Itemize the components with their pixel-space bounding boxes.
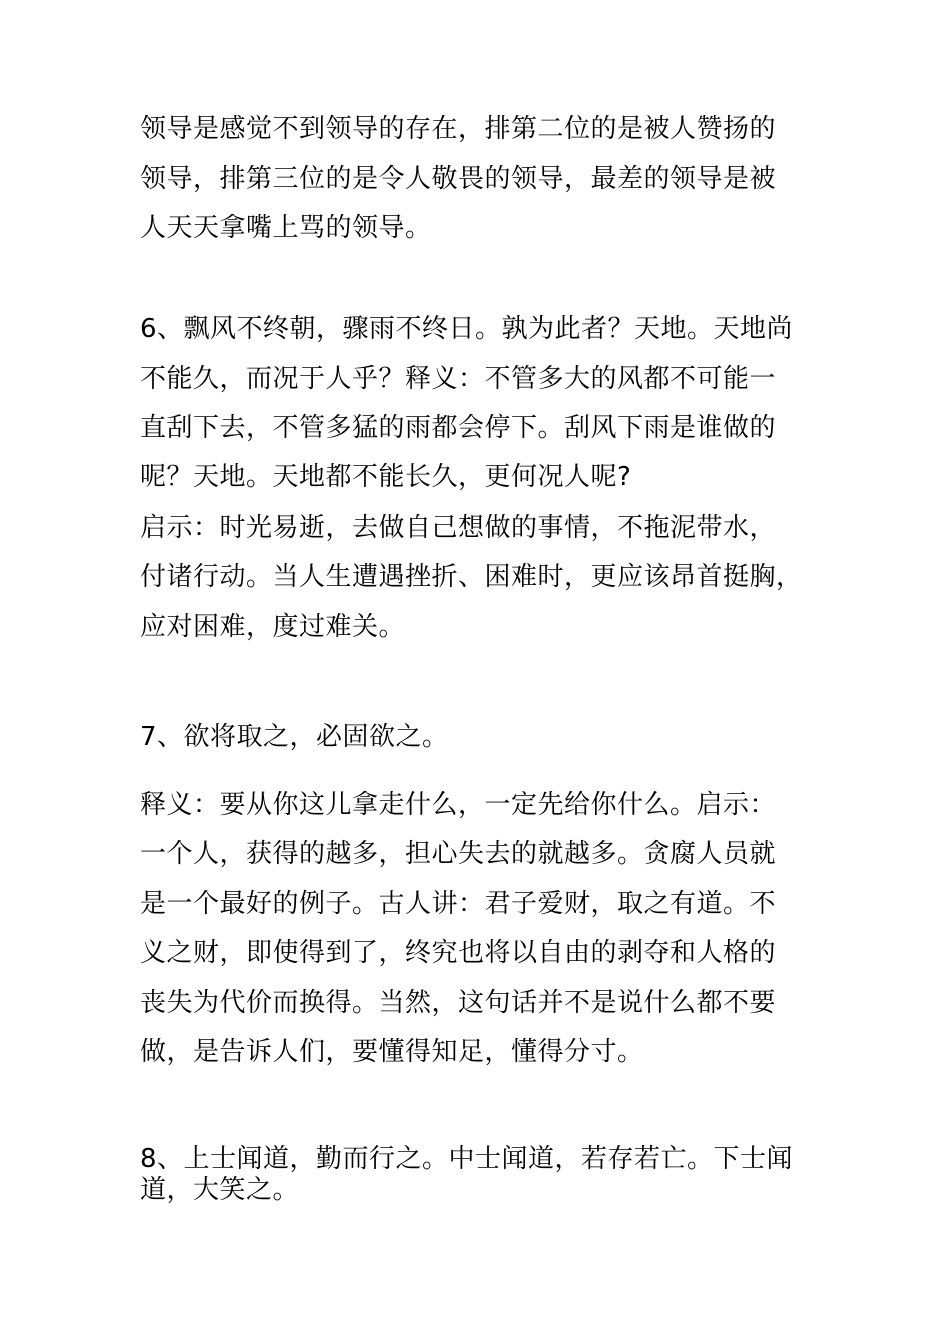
text-line: 领导，排第三位的是令人敬畏的领导，最差的领导是被 [140,164,777,194]
text-line: 释义：要从你这儿拿走什么，一定先给你什么。启示： [140,790,777,820]
section-8-heading-line: 8、上士闻道，勤而行之。中士闻道，若存若亡。下士闻 [140,1144,794,1174]
text-line: 人天天拿嘴上骂的领导。 [140,213,432,243]
text-line: 启示：时光易逝，去做自己想做的事情，不拖泥带水， [140,513,777,543]
text-line: 丧失为代价而换得。当然，这句话并不是说什么都不要 [140,988,777,1018]
text-line: 付诸行动。当人生遭遇挫折、困难时，更应该昂首挺胸， [140,562,803,592]
text-line: 是一个最好的例子。古人讲：君子爱财，取之有道。不 [140,889,777,919]
text-line: 不能久，而况于人乎？释义：不管多大的风都不可能一 [140,364,777,394]
text-line: 呢？天地。天地都不能长久，更何况人呢? [140,462,632,492]
text-line: 做，是告诉人们，要懂得知足，懂得分寸。 [140,1037,644,1067]
text-line: 一个人，获得的越多，担心失去的就越多。贪腐人员就 [140,839,777,869]
text-line: 应对困难，度过难关。 [140,612,406,642]
text-line: 义之财，即使得到了，终究也将以自由的剥夺和人格的 [140,938,777,968]
text-line: 道，大笑之。 [140,1175,300,1205]
text-line: 直刮下去，不管多猛的雨都会停下。刮风下雨是谁做的 [140,413,777,443]
section-6-heading-line: 6、飘风不终朝，骤雨不终日。孰为此者？天地。天地尚 [140,314,794,344]
section-7-heading-line: 7、欲将取之，必固欲之。 [140,722,449,752]
text-line: 领导是感觉不到领导的存在，排第二位的是被人赞扬的 [140,114,777,144]
